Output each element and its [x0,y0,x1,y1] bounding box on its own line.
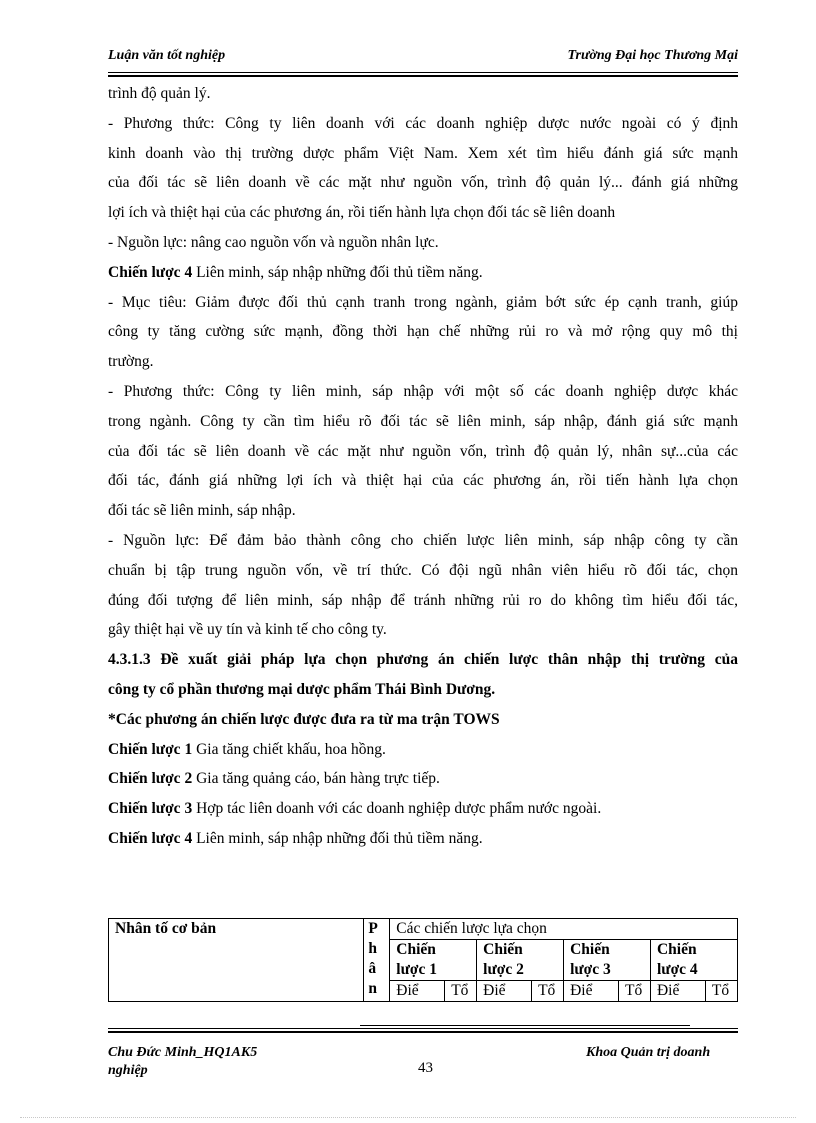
footer-rule-thick [108,1031,738,1033]
strategy-item [108,764,738,794]
table-header-strategy [477,940,564,981]
strategy-name: lược 1 [396,961,437,978]
footer-rule [108,1028,738,1029]
strategy-name: Chiến [570,941,610,958]
strategy-item [108,735,738,765]
weight-char: â [368,960,377,977]
strategy-text: Gia tăng quảng cáo, bán hàng trực tiếp. [192,770,440,788]
strategy-name: lược 3 [570,961,611,978]
page-number: 43 [418,1060,433,1076]
strategy-label: Chiến lược 4 [108,263,193,281]
table-subheader-total: Tổ [619,981,651,1002]
footer-department-cont: nghiệp [108,1063,148,1078]
paragraph-line: trong ngành. Công ty cần tìm hiểu rõ đối tác sẽ liên minh, sáp nhập, đánh giá sức mạnh [108,412,738,430]
paragraph-line: trình độ quản lý. [108,85,211,102]
weight-char: h [368,940,377,957]
strategy-text: Gia tăng chiết khấu, hoa hồng. [192,740,386,758]
paragraph-line: kinh doanh vào thị trường dược phẩm Việt Nam. Xem xét tìm hiểu đánh giá sức mạnh [108,144,738,162]
header-thesis-label: Luận văn tốt nghiệp [108,48,226,63]
strategy-label: Chiến lược 1 [108,740,193,758]
paragraph-line: của đối tác sẽ liên doanh về các mặt như nguồn vốn, trình độ quản lý... đánh giá những [108,174,738,192]
paragraph-line: - Nguồn lực: nâng cao nguồn vốn và nguồn nhân lực. [108,233,439,251]
paragraph-line: gây thiệt hại về uy tín và kinh tế cho công ty. [108,621,387,639]
strategy-name: lược 2 [483,961,524,978]
strategy-name: Chiến [396,941,436,958]
weight-char: P [368,920,378,937]
table-header-group: Các chiến lược lựa chọn [390,919,738,940]
paragraph-line: - Phương thức: Công ty liên doanh với các doanh nghiệp dược nước ngoài có ý định [108,114,738,132]
footer-department: Khoa Quản trị doanh [586,1045,711,1060]
paragraph-line: đúng đối tượng để liên minh, sáp nhập để tránh những rủi ro do không tìm hiểu đối tác, [108,591,738,609]
footer-author: Chu Đức Minh_HQ1AK5 [108,1045,258,1060]
paragraph-line: công ty tăng cường sức mạnh, đồng thời hạn chế những rủi ro và mở rộng quy mô thị [108,323,738,341]
paragraph-line: đối tác, đánh giá những lợi ích và thiệt hại của các phương án, rồi tiến hành lựa chọn [108,472,738,490]
table-subheader-score: Điể [390,981,445,1002]
strategy-label: Chiến lược 4 [108,829,193,847]
header-rule [108,72,738,73]
paragraph-line: đối tác sẽ liên minh, sáp nhập. [108,502,296,520]
strategy-name: Chiến [656,941,697,958]
table-subheader-score: Điể [650,981,705,1002]
strategy-name: lược 4 [656,961,698,978]
table-subheader-score: Điể [564,981,619,1002]
page-header [108,48,738,72]
paragraph-line: lợi ích và thiệt hại của các phương án, rồi tiến hành lựa chọn đối tác sẽ liên doanh [108,204,616,222]
subheading: *Các phương án chiến lược được đưa ra từ ma trận TOWS [108,710,500,728]
paragraph-line: của đối tác sẽ liên doanh về các mặt như nguồn vốn, trình độ quản lý, nhân sự...của các [108,442,738,460]
table-header-strategy [564,940,651,981]
strategy-text: Hợp tác liên doanh với các doanh nghiệp dược phẩm nước ngoài. [192,800,602,818]
table-subheader-score: Điể [477,981,532,1002]
strategy-label: Chiến lược 3 [108,800,193,818]
strategy-text: Liên minh, sáp nhập những đối thủ tiềm năng. [192,829,483,847]
paragraph-line: - Phương thức: Công ty liên minh, sáp nhập với một số các doanh nghiệp dược khác [108,382,738,400]
strategy-item [108,824,738,854]
paragraph-line [108,258,738,288]
table-header-weight [364,919,390,1002]
header-university-label: Trường Đại học Thương Mại [567,48,738,63]
table-header-strategy [650,940,737,981]
body-text [108,79,738,854]
table-header-factor: Nhân tố cơ bản [109,919,364,1002]
table-header-strategy [390,940,477,981]
paragraph-line: trường. [108,353,154,371]
paragraph-line: - Mục tiêu: Giảm được đối thủ cạnh tranh trong ngành, giảm bớt sức ép cạnh tranh, giúp [108,293,738,311]
weight-char: n [368,980,377,997]
strategy-label: Chiến lược 2 [108,770,193,788]
strategy-table [108,918,738,1002]
paragraph-line: chuẩn bị tập trung nguồn vốn, về trí thức. Có đội ngũ nhân viên hiểu rõ đối tác, chọn [108,561,738,579]
strategy-text: Liên minh, sáp nhập những đối thủ tiềm năng. [192,263,483,281]
paragraph-line: - Nguồn lực: Để đảm bảo thành công cho chiến lược liên minh, sáp nhập công ty cần [108,531,738,549]
strategy-name: Chiến [483,941,523,958]
page-edge [20,1117,796,1118]
table-subheader-total: Tổ [532,981,564,1002]
table-subheader-total: Tổ [705,981,737,1002]
section-heading-cont: công ty cổ phần thương mại dược phẩm Thái Bình Dương. [108,680,496,698]
header-rule-thick [108,75,738,77]
footer-separator [360,1025,690,1026]
table-subheader-total: Tổ [445,981,477,1002]
strategy-item [108,794,738,824]
section-heading: 4.3.1.3 Đề xuất giải pháp lựa chọn phương án chiến lược thân nhập thị trường của [108,651,738,669]
